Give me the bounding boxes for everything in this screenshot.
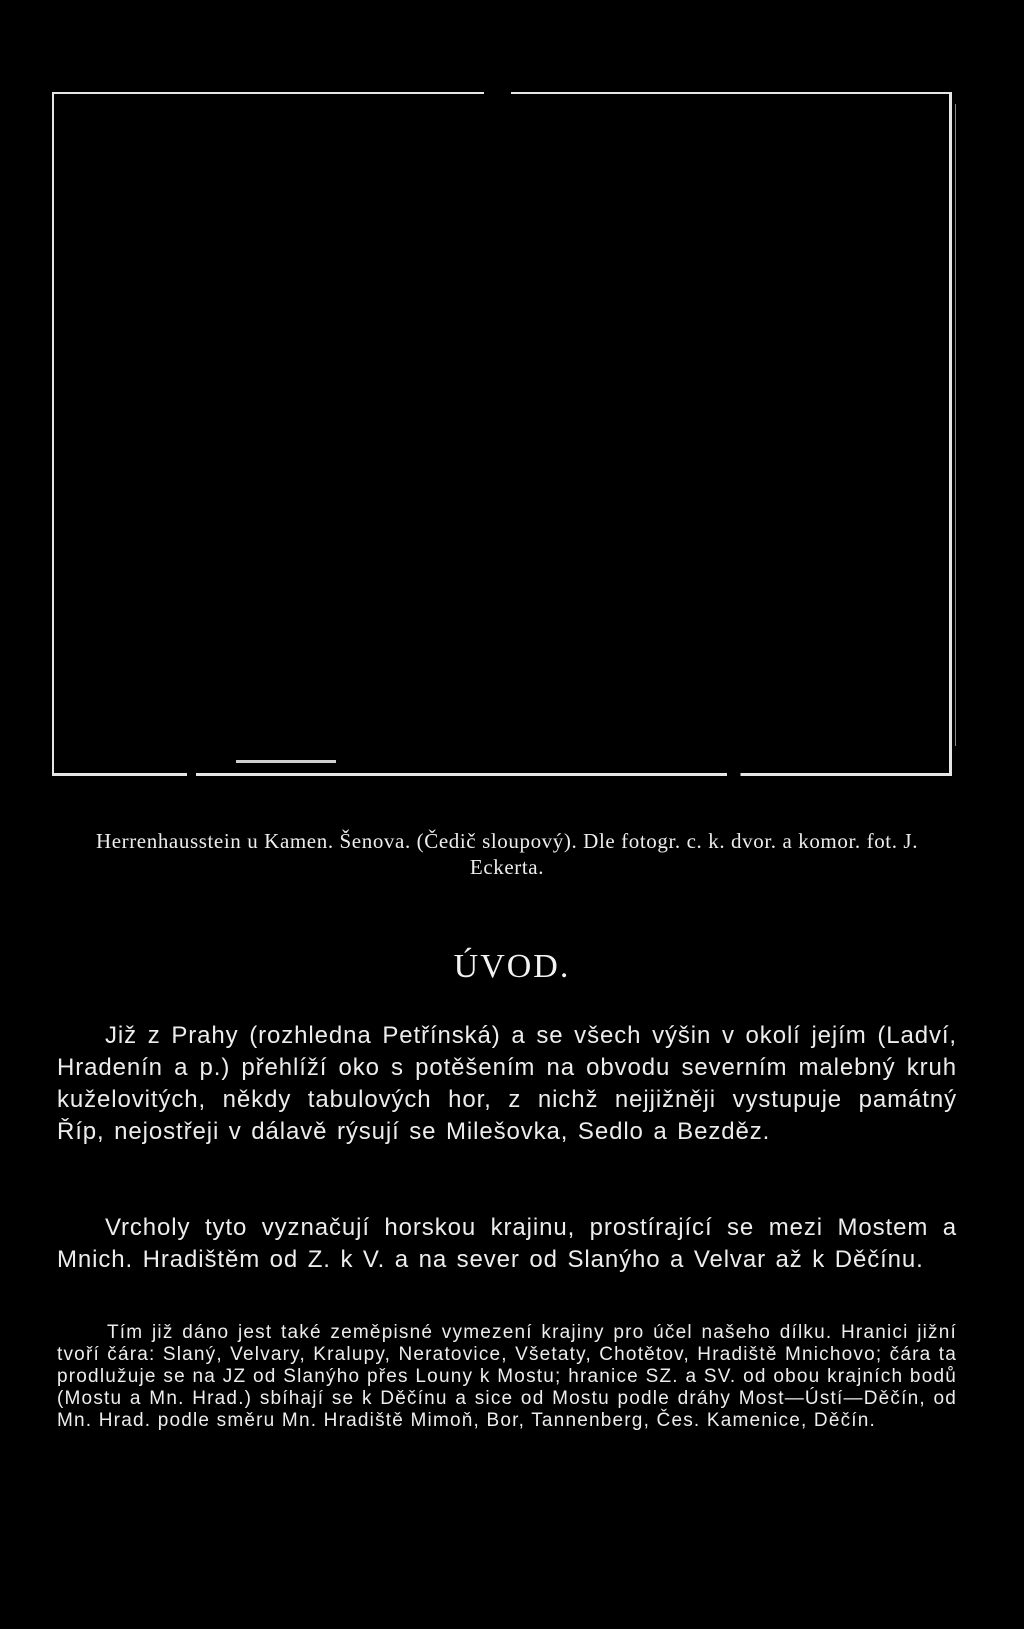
plate-inner-line — [955, 104, 956, 746]
plate-top-edge — [52, 92, 952, 94]
plate-bottom-edge — [52, 773, 952, 776]
section-title: ÚVOD. — [453, 948, 571, 985]
paragraph-3: Tím již dáno jest také zeměpisné vymezení krajiny pro účel našeho dílku. Hranici jižní tvoří čára: Slaný, Velvary, Kralupy, Neratovice, Všetaty, Chotětov, Hradiště Mnichovo; čára ta prodlužuje se na JZ od Slanýho přes Louny k Mostu; hranice SZ. a SV. od obou krajních bodů (Mostu a Mn. Hrad.) sbíhají se k Děčínu a sice od Mostu podle dráhy Most—Ústí—Děčín, od Mn. Hrad. podle směru Mn. Hradiště Mimoň, Bor, Tannenberg, Čes. Kamenice, Děčín. — [57, 1322, 957, 1431]
plate-mark — [236, 760, 336, 763]
paragraph-1: Již z Prahy (rozhledna Petřínská) a se všech výšin v okolí jejím (Ladví, Hradenín a p.) přehlíží oko s potěšením na obvodu severním malebný kruh kuželovitých, někdy tabulových hor, z nichž nejjižněji vystupuje památný Říp, nejostřeji v dálavě rýsují se Milešovka, Sedlo a Bezděz. — [57, 1022, 957, 1145]
figure-caption: Herrenhausstein u Kamen. Šenova. (Čedič sloupový). Dle fotogr. c. k. dvor. a komor. fot. J. Eckerta. — [95, 829, 919, 879]
paragraph-2: Vrcholy tyto vyznačují horskou krajinu, prostírající se mezi Mostem a Mnich. Hradištěm od Z. k V. a na sever od Slanýho a Velvar až k Děčínu. — [57, 1214, 957, 1273]
photo-plate — [52, 92, 952, 776]
